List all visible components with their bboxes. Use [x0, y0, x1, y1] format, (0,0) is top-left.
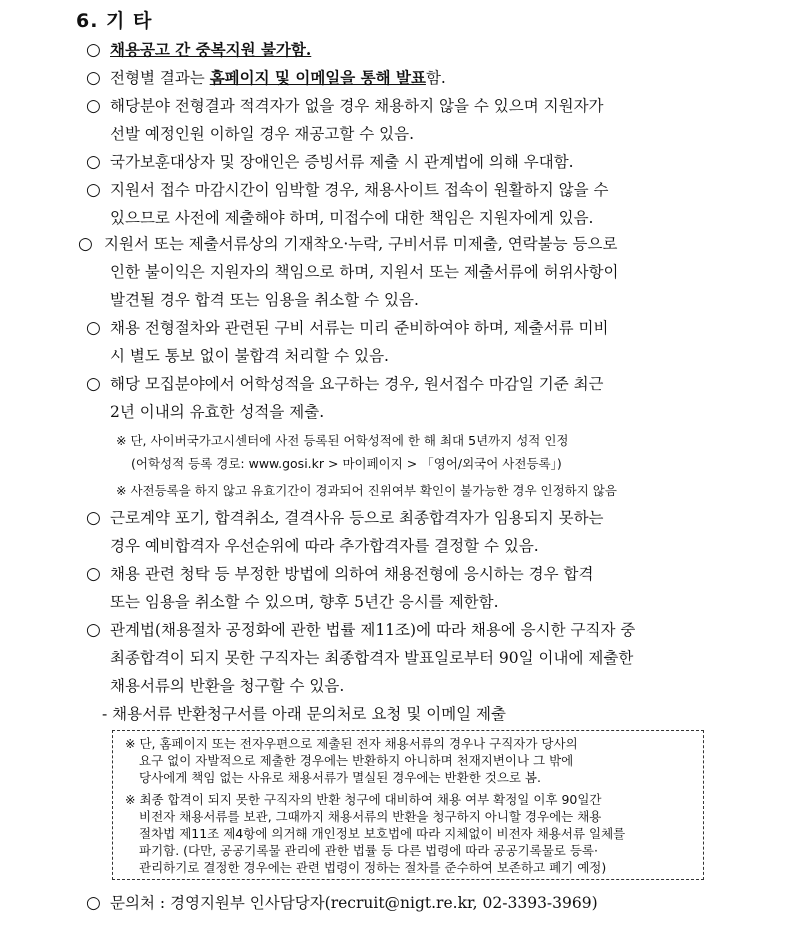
note-box-line: ※ 최종 합격이 되지 못한 구직자의 반환 청구에 대비하여 채용 여부 확정일 이후 90일간 [125, 792, 602, 807]
note-box [112, 730, 704, 880]
bullet-circle: ○ [86, 564, 101, 584]
item-line: 발견될 경우 합격 또는 임용을 취소할 수 있음. [110, 291, 419, 309]
item-line: 채용 관련 청탁 등 부정한 방법에 의하여 채용전형에 응시하는 경우 합격 [110, 565, 594, 583]
item-line: 국가보훈대상자 및 장애인은 증빙서류 제출 시 관계법에 의해 우대함. [110, 153, 574, 171]
note-box-line: ※ 단, 홈페이지 또는 전자우편으로 제출된 전자 채용서류의 경우나 구직자가 당사의 [125, 736, 578, 751]
bullet-circle: ○ [86, 893, 101, 913]
item-line: 지원서 접수 마감시간이 임박할 경우, 채용사이트 접속이 원활하지 않을 수 [110, 181, 609, 199]
section-heading: 6. 기 타 [76, 10, 153, 32]
bullet-circle: ○ [86, 96, 101, 116]
bullet-circle: ○ [86, 620, 101, 640]
note-box-line: 당사에게 책임 없는 사유로 채용서류가 멸실된 경우에는 반환한 것으로 봄. [139, 770, 541, 785]
item-line: 경우 예비합격자 우선순위에 따라 추가합격자를 결정할 수 있음. [110, 537, 539, 555]
item-line: 인한 불이익은 지원자의 책임으로 하며, 지원서 또는 제출서류에 허위사항이 [110, 263, 619, 281]
item-line: 최종합격이 되지 못한 구직자는 최종합격자 발표일로부터 90일 이내에 제출한 [110, 649, 634, 667]
note-box-line: 절차법 제11조 제4항에 의거해 개인정보 보호법에 따라 지체없이 비전자 채용서류 일체를 [139, 826, 626, 841]
bullet-circle: ○ [86, 68, 101, 88]
item-result-announcement [110, 68, 446, 88]
item-no-duplicate-application: 채용공고 간 중복지원 불가함. [110, 40, 312, 59]
item-line: 관계법(채용절차 공정화에 관한 법률 제11조)에 따라 채용에 응시한 구직자 중 [110, 621, 636, 639]
note-box-line: 비전자 채용서류를 보관, 그때까지 채용서류의 반환을 청구하지 아니할 경우에는 채용 [139, 809, 602, 824]
bullet-circle: ○ [78, 234, 93, 254]
note-box-line: 파기함. (다만, 공공기록물 관리에 관한 법률 등 다른 법령에 따라 공공기록물로 등록· [139, 843, 598, 858]
item-line: 2년 이내의 유효한 성적을 제출. [110, 403, 325, 421]
item-line: 해당분야 전형결과 적격자가 없을 경우 채용하지 않을 수 있으며 지원자가 [110, 97, 604, 115]
bullet-circle: ○ [86, 40, 101, 60]
item-text-emphasis: 홈페이지 및 이메일을 통해 발표 [209, 68, 426, 87]
bullet-circle: ○ [86, 152, 101, 172]
note-line: ※ 사전등록을 하지 않고 유효기간이 경과되어 진위여부 확인이 불가능한 경우 인정하지 않음 [116, 483, 617, 498]
item-line: 선발 예정인원 이하일 경우 재공고할 수 있음. [110, 125, 415, 143]
item-line: 근로계약 포기, 합격취소, 결격사유 등으로 최종합격자가 임용되지 못하는 [110, 509, 604, 527]
note-line: (어학성적 등록 경로: www.gosi.kr > 마이페이지 > 「영어/외국어 사전등록」) [131, 456, 562, 471]
bullet-circle: ○ [86, 318, 101, 338]
item-text-pre: 전형별 결과는 [110, 69, 210, 87]
item-line: 시 별도 통보 없이 불합격 처리할 수 있음. [110, 347, 389, 365]
item-line: 지원서 또는 제출서류상의 기재착오·누락, 구비서류 미제출, 연락불능 등으로 [104, 235, 618, 253]
note-box-line: 요구 없이 자발적으로 제출한 경우에는 반환하지 아니하며 천재지변이나 그 밖에 [139, 753, 574, 768]
item-line: 채용서류의 반환을 청구할 수 있음. [110, 677, 345, 695]
bullet-circle: ○ [86, 180, 101, 200]
note-box-line: 관리하기로 결정한 경우에는 관련 법령이 정하는 절차를 준수하여 보존하고 폐기 예정) [139, 860, 607, 875]
item-text-post: 함. [425, 69, 446, 87]
contact-info: 문의처 : 경영지원부 인사담당자(recruit@nigt.re.kr, 02-3393-3969) [110, 894, 598, 912]
item-line: 또는 임용을 취소할 수 있으며, 향후 5년간 응시를 제한함. [110, 593, 499, 611]
return-request-instruction: - 채용서류 반환청구서를 아래 문의처로 요청 및 이메일 제출 [102, 705, 507, 723]
bullet-circle: ○ [86, 374, 101, 394]
item-line: 채용 전형절차와 관련된 구비 서류는 미리 준비하여야 하며, 제출서류 미비 [110, 319, 609, 337]
bullet-circle: ○ [86, 508, 101, 528]
item-line: 해당 모집분야에서 어학성적을 요구하는 경우, 원서접수 마감일 기준 최근 [110, 375, 604, 393]
note-line: ※ 단, 사이버국가고시센터에 사전 등록된 어학성적에 한 해 최대 5년까지 성적 인정 [116, 433, 569, 448]
item-line: 있으므로 사전에 제출해야 하며, 미접수에 대한 책임은 지원자에게 있음. [110, 209, 594, 227]
